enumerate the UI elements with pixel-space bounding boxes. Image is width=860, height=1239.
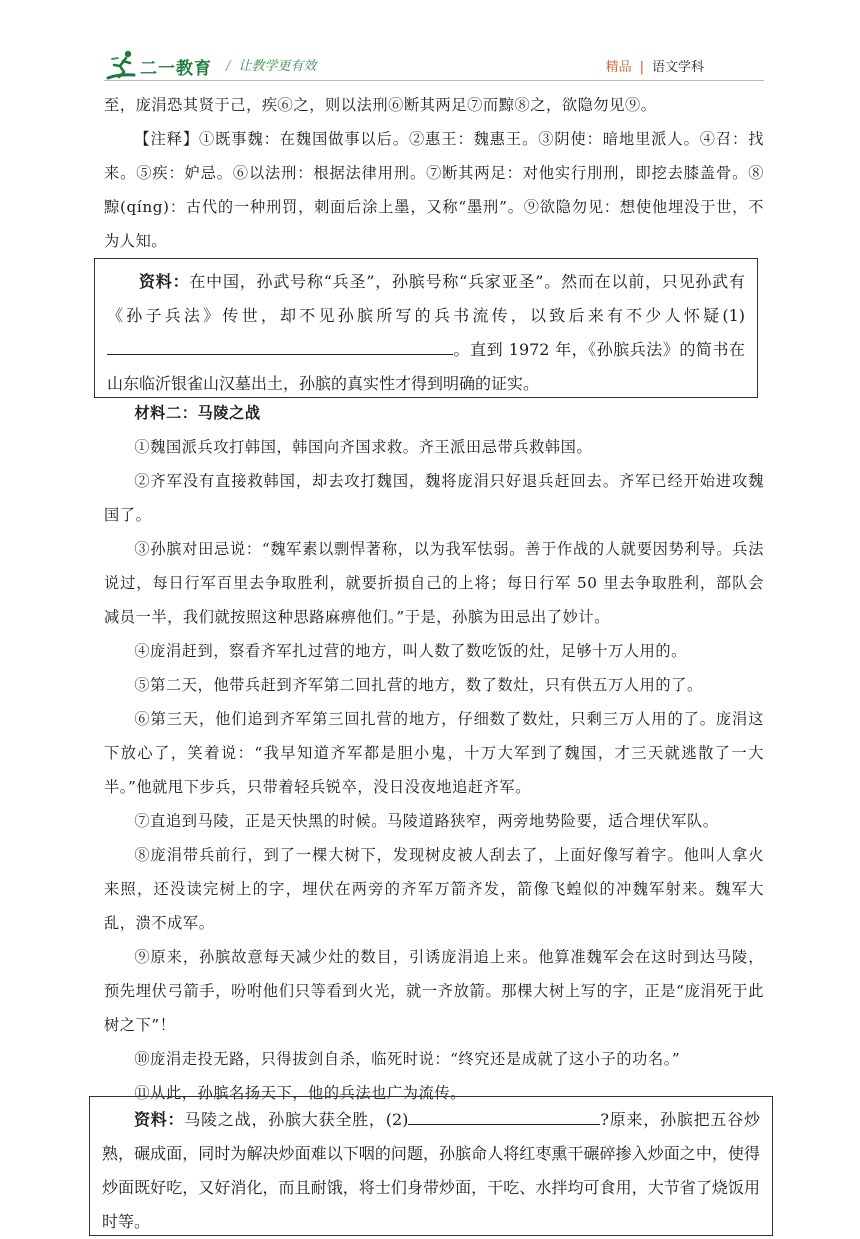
slogan bbox=[226, 55, 316, 74]
header-divider: | bbox=[639, 60, 644, 75]
info-box-1-text bbox=[107, 265, 745, 401]
story-paragraph: ⑦直追到马陵，正是天快黑的时候。马陵道路狭窄，两旁地势险要，适合埋伏军队。 bbox=[134, 812, 719, 830]
story-paragraph: ⑪从此，孙膑名扬天下，他的兵法也广为流传。 bbox=[134, 1084, 466, 1102]
story-paragraph: ⑤第二天，他带兵赶到齐军第二回扎营的地方，数了数灶，只有供五万人用的了。 bbox=[134, 676, 703, 694]
story-paragraph: ①魏国派兵攻打韩国，韩国向齐国求救。齐王派田忌带兵救韩国。 bbox=[134, 438, 593, 456]
story-paragraph: ⑨原来，孙膑故意每天减少灶的数目，引诱庞涓追上来。他算准魏军会在这时到达马陵，预先埋伏弓箭手，吩咐他们只等看到火光，就一齐放箭。那棵大树上写的字，正是“庞涓死于此树之下”！ bbox=[104, 948, 764, 1034]
slogan-slash: / bbox=[226, 59, 231, 74]
story-paragraph: ③孙膑对田忌说：“魏军素以剽悍著称，以为我军怯弱。善于作战的人就要因势利导。兵法说过，每日行军百里去争取胜利，就要折损自己的上将；每日行军 50 里去争取胜利，部队会减员一半，我们就按照这种思路麻痹他们。”于是，孙膑为田忌出了妙计。 bbox=[104, 540, 764, 626]
story-paragraph: ②齐军没有直接救韩国，却去攻打魏国，魏将庞涓只好退兵赶回去。齐军已经开始进攻魏国了。 bbox=[104, 472, 764, 524]
material-two bbox=[104, 396, 764, 1110]
running-figure-logo-icon bbox=[104, 48, 138, 82]
info-box-2-text bbox=[102, 1103, 760, 1239]
story-paragraph: ⑥第三天，他们追到齐军第三回扎营的地方，仔细数了数灶，只剩三万人用的了。庞涓这下放心了，笑着说：“我早知道齐军都是胆小鬼，十万大军到了魏国，才三天就逃散了一大半。”他就甩下步兵，只带着轻兵锐卒，没日没夜地追赶齐军。 bbox=[104, 710, 764, 796]
page-header bbox=[0, 0, 860, 84]
passage-line: 至，庞涓恐其贤于己，疾⑥之，则以法刑⑥断其两足⑦而黥⑧之，欲隐勿见⑨。 bbox=[104, 96, 657, 114]
info-box-label: 资料： bbox=[139, 272, 190, 291]
premium-label: 精品 bbox=[605, 60, 632, 75]
brand-name: 二一教育 bbox=[140, 59, 212, 79]
answer-blank-2[interactable] bbox=[408, 1106, 600, 1125]
blank-number: (1) bbox=[722, 306, 745, 325]
annotation-notes: 【注释】①既事魏：在魏国做事以后。②惠王：魏惠王。③阴使：暗地里派人。④召：找来。⑤疾：妒忌。⑥以法刑：根据法律用刑。⑦断其两足：对他实行刖刑，即挖去膝盖骨。⑧黥(qíng)：古代的一种刑罚，刺面后涂上墨，又称“墨刑”。⑨欲隐勿见：想使他埋没于世，不为人知。 bbox=[104, 130, 764, 250]
info-box-1 bbox=[94, 258, 758, 398]
story-paragraph: ⑧庞涓带兵前行，到了一棵大树下，发现树皮被人刮去了，上面好像写着字。他叫人拿火来照，还没读完树上的字，埋伏在两旁的齐军万箭齐发，箭像飞蝗似的冲魏军射来。魏军大乱，溃不成军。 bbox=[104, 846, 764, 932]
info-box-label: 资料： bbox=[134, 1110, 185, 1129]
header-right bbox=[606, 56, 704, 75]
info-box-2 bbox=[89, 1096, 773, 1236]
slogan-text: 让教学更有效 bbox=[238, 59, 317, 74]
info-text-a: 在中国，孙武号称“兵圣”，孙膑号称“兵家亚圣”。然而在以前，只见孙武有《孙子兵法》传世，却不见孙膑所写的兵书流传，以致后来有不少人怀疑 bbox=[107, 272, 745, 325]
header-rule bbox=[104, 80, 764, 81]
blank-number: (2) bbox=[385, 1110, 409, 1129]
material-two-title: 材料二：马陵之战 bbox=[134, 404, 261, 422]
story-paragraph: ④庞涓赶到，察看齐军扎过营的地方，叫人数了数吃饭的灶，足够十万人用的。 bbox=[134, 642, 687, 660]
info-text-b: 。直到 1972 年，《孙膑兵法》的简书在山东临沂银雀山汉墓出土，孙膑的真实性才得到明确的证实。 bbox=[107, 340, 745, 393]
info-text-b: ?原来，孙膑把五谷炒熟，碾成面，同时为解决炒面难以下咽的问题，孙膑命人将红枣熏干碾碎掺入炒面之中，使得炒面既好吃，又好消化，而且耐饿，将士们身带炒面，干吃、水拌均可食用，大节省了烧饭用时等。 bbox=[102, 1110, 760, 1231]
info-text-a: 马陵之战，孙膑大获全胜， bbox=[184, 1110, 386, 1129]
subject-label: 语文学科 bbox=[651, 60, 704, 75]
story-paragraph: ⑩庞涓走投无路，只得拔剑自杀，临死时说：“终究还是成就了这小子的功名。” bbox=[134, 1050, 681, 1068]
passage-continuation bbox=[104, 88, 764, 258]
answer-blank-1[interactable] bbox=[107, 336, 453, 355]
